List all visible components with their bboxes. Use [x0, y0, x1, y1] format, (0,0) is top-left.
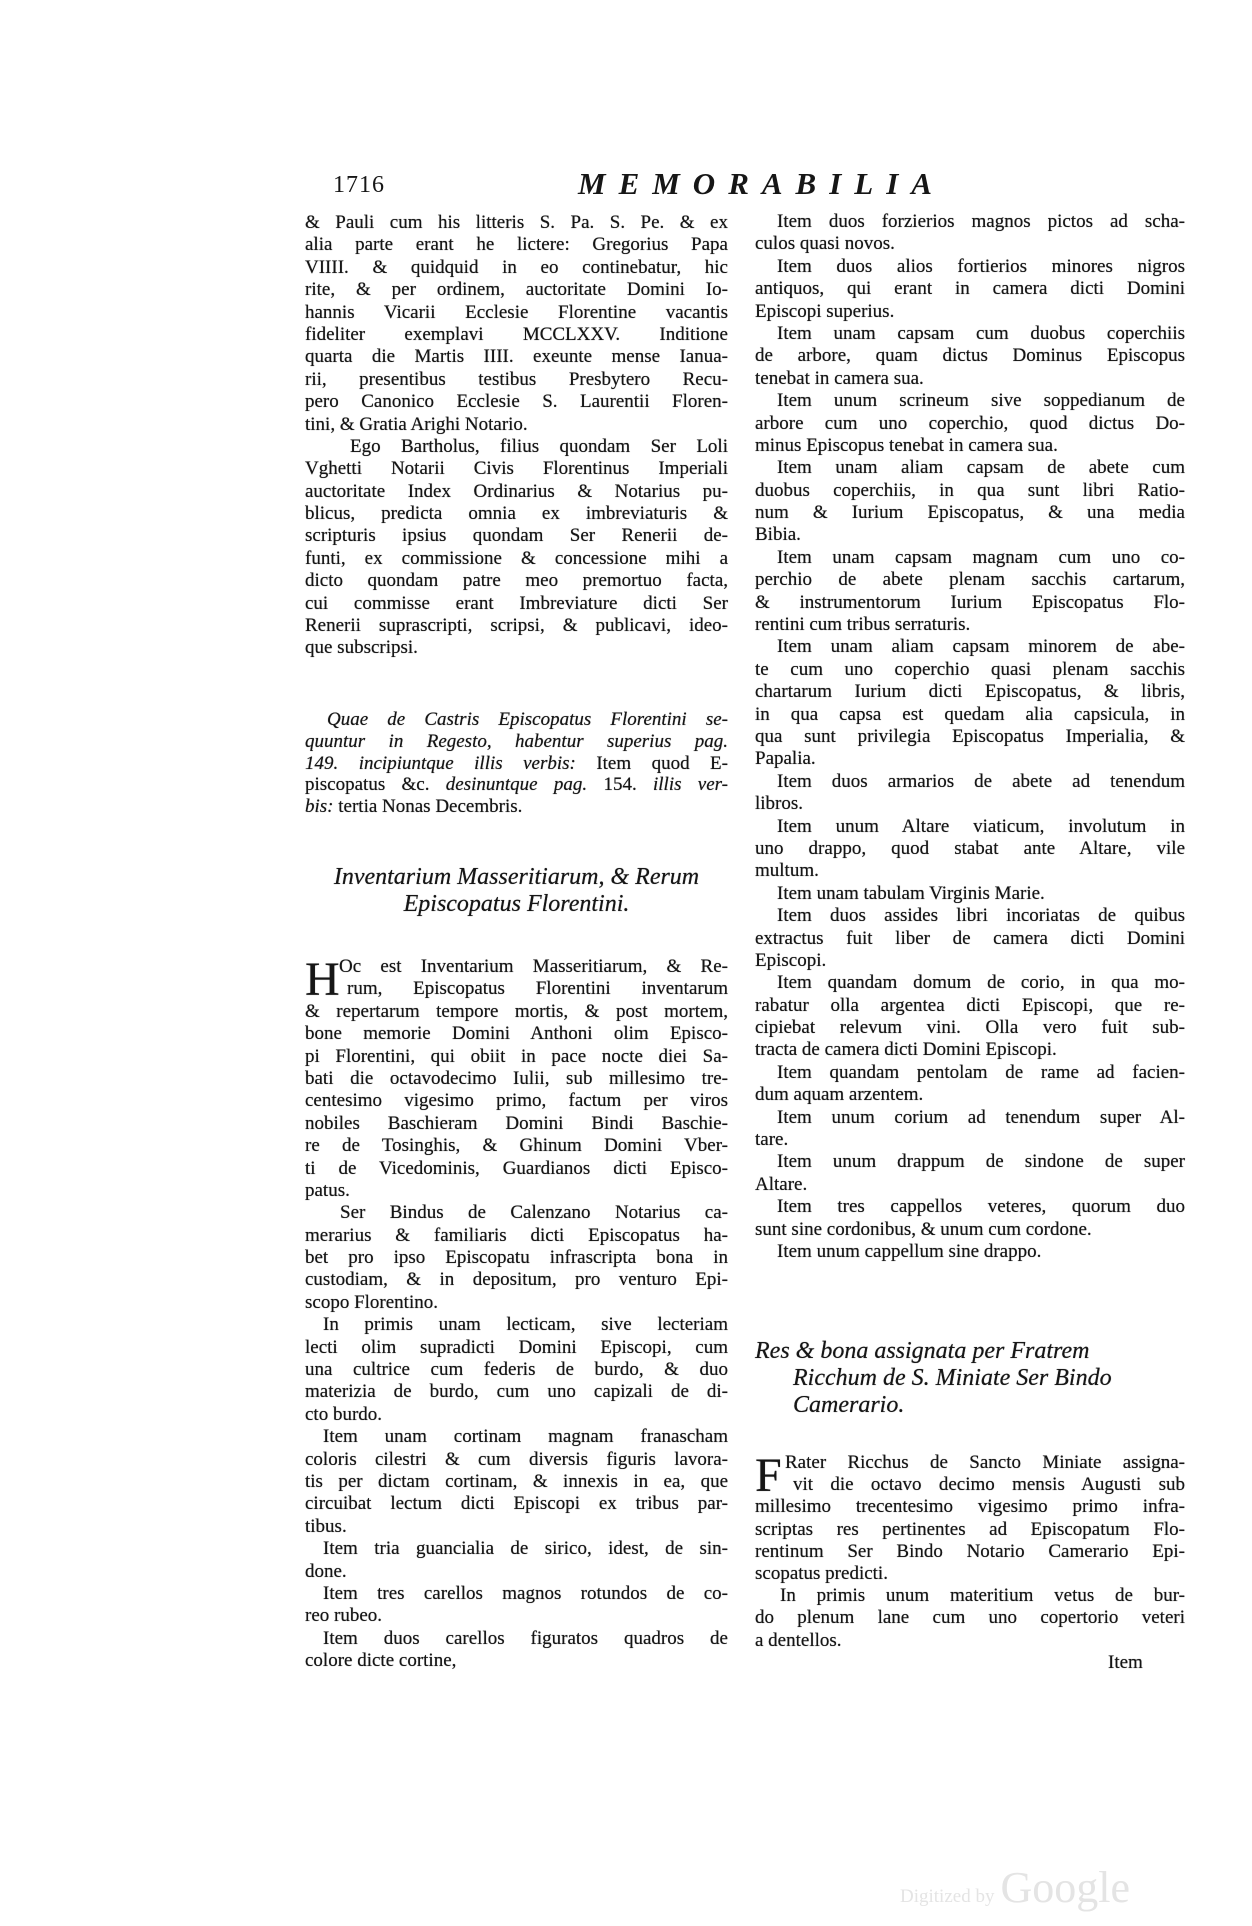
left-bottom-text [305, 953, 728, 1673]
watermark-prefix: Digitized by [900, 1886, 995, 1907]
text-line: Item quandam domum de corio, in qua mo- [777, 972, 1185, 994]
text-line: rentinum Ser Bindo Notario Camerario Epi- [755, 1540, 1185, 1562]
text-line: lecti olim supradicti Domini Episcopi, cum [305, 1336, 728, 1358]
text-line: bet pro ipso Episcopatu infrascripta bona in [305, 1247, 728, 1269]
text-line: vit die octavo decimo mensis Augusti sub [793, 1474, 1185, 1496]
text-line: cui commisse erant Imbreviature dicti Ser [305, 592, 728, 614]
text-line: Item unam capsam cum duobus coperchiis [777, 322, 1185, 344]
catchword: Item [1108, 1652, 1143, 1673]
paragraph [305, 436, 728, 660]
paragraph [755, 1585, 1185, 1652]
paragraph [755, 1062, 1185, 1107]
text-line: re de Tosinghis, & Ghinum Domini Vber- [305, 1135, 728, 1157]
text-line: tracta de camera dicti Domini Episcopi. [755, 1039, 1057, 1061]
text-line: do plenum lane cum uno copertorio veteri [755, 1607, 1185, 1629]
text-line: rum, Episcopatus Florentini inventarum [347, 978, 728, 1000]
right-section-heading [755, 1338, 1185, 1419]
text-line: Episcopi superius. [755, 300, 895, 322]
text-line: Item duos carellos figuratos quadros de [323, 1627, 728, 1649]
text-line: arbore cum uno coperchio, quod dictus Do- [755, 412, 1185, 434]
heading-line: Camerario. [793, 1392, 905, 1418]
paragraph [755, 883, 1185, 905]
text-line: Item tria guancialia de sirico, idest, de sin- [323, 1538, 728, 1560]
text-line: scriptas res pertinentes ad Episcopatum Flo- [755, 1518, 1185, 1540]
text-line: Ego Bartholus, filius quondam Ser Loli [350, 435, 728, 457]
italic-text: bis: [305, 796, 339, 818]
text-line: antiquos, qui erant in camera dicti Domini [755, 278, 1185, 300]
text-line: millesimo trecentesimo vigesimo primo infra- [755, 1496, 1185, 1518]
text-line [305, 796, 728, 818]
text-line: Item duos armarios de abete ad tenendum [777, 770, 1185, 792]
text-line: libros. [755, 793, 804, 815]
text-line: de arbore, quam dictus Dominus Episcopus [755, 345, 1185, 367]
text-line: Item unum scrineum sive soppedianum de [777, 390, 1185, 412]
text-line: Altare. [755, 1173, 808, 1195]
text-line: & Pauli cum his litteris S. Pa. S. Pe. & ex [305, 212, 728, 233]
paragraph [755, 547, 1185, 637]
text-line: Item duos assides libri incoriatas de quibus [777, 905, 1185, 927]
text-line: Bibia. [755, 524, 801, 546]
text-line: rabatur olla argentea dicti Episcopi, que re- [755, 994, 1185, 1016]
right-top-text [755, 211, 1185, 1263]
text-line: scopo Florentino. [305, 1291, 438, 1313]
text-line [305, 731, 728, 753]
text-line: chartarum Iurium dicti Episcopatus, & libris, [755, 681, 1185, 703]
paragraph [305, 1314, 728, 1426]
text-line: tini, & Gratia Arighi Notario. [305, 413, 528, 435]
text-line: pero Canonico Ecclesie S. Laurentii Floren- [305, 391, 728, 413]
text-line: rii, presentibus testibus Presbytero Recu- [305, 368, 728, 390]
text-line: In primis unum materitium vetus de bur- [780, 1585, 1185, 1607]
text-line: Item tres carellos magnos rotundos de co- [323, 1582, 728, 1604]
drop-cap: F [755, 1449, 782, 1502]
text-line: auctoritate Index Ordinarius & Notarius pu- [305, 480, 728, 502]
paragraph [755, 457, 1185, 547]
text-line: quarta die Martis IIII. exeunte mense Ianua- [305, 346, 728, 368]
text-line: uno drappo, quod stabat ante Altare, vile [755, 837, 1185, 859]
text-line: materizia de burdo, cum uno capizali de di- [305, 1381, 728, 1403]
heading-line: Inventarium Masseritiarum, & Rerum [333, 864, 700, 890]
text-line: minus Episcopus tenebat in camera sua. [755, 434, 1058, 456]
paragraph [305, 1538, 728, 1583]
text-line: cto burdo. [305, 1403, 383, 1425]
text-line: bone memorie Domini Anthoni olim Episco- [305, 1023, 728, 1045]
text-line: in qua capsa est quedam alia capsicula, in [755, 703, 1185, 725]
text-line: Item duos alios fortierios minores nigros [777, 255, 1185, 277]
text-line: Rater Ricchus de Sancto Miniate assigna- [785, 1452, 1185, 1473]
paragraph [755, 1449, 1185, 1585]
text-line: que subscripsi. [305, 637, 418, 659]
italic-text: quuntur in Regesto, habentur superius pag. [305, 730, 728, 752]
text-line: culos quasi novos. [755, 233, 895, 255]
text-line: Ser Bindus de Calenzano Notarius ca- [340, 1202, 728, 1224]
text-line: extractus fuit liber de camera dicti Domini [755, 927, 1185, 949]
text-line: scopatus predicti. [755, 1562, 888, 1584]
paragraph [755, 1241, 1185, 1263]
text-line: Item unam aliam capsam de abete cum [777, 457, 1185, 479]
text-line: Item unum cappellum sine drappo. [777, 1240, 1042, 1262]
right-bottom-text [755, 1449, 1185, 1652]
digitized-watermark [900, 1862, 1130, 1913]
google-logo-text: Google [1000, 1863, 1130, 1912]
text-line: Item unam aliam capsam minorem de abe- [777, 636, 1185, 658]
text-line: patus. [305, 1179, 350, 1201]
text-line: Vghetti Notarii Civis Florentinus Imperiali [305, 458, 728, 480]
left-note [305, 709, 728, 818]
paragraph [305, 1202, 728, 1314]
paragraph [755, 636, 1185, 770]
text-line: Item quandam pentolam de rame ad facien- [777, 1061, 1185, 1083]
text-line: pi Florentini, qui obiit in pace nocte diei Sa- [305, 1045, 728, 1067]
italic-text: illis ver- [652, 774, 728, 796]
heading-line: Episcopatus Florentini. [403, 891, 630, 917]
text-line: Papalia. [755, 748, 816, 770]
italic-text: 149. incipiuntque illis verbis: [305, 752, 597, 774]
text-line: centesimo vigesimo primo, factum per viros [305, 1090, 728, 1112]
roman-text: tertia Nonas Decembris. [338, 796, 523, 818]
text-line: blicus, predicta omnia ex imbreviaturis & [305, 503, 728, 525]
roman-text: Item quod E- [596, 752, 728, 774]
italic-text: Quae de Castris Episcopatus Florentini se- [327, 709, 728, 730]
text-line: una cultrice cum federis de burdo, & duo [305, 1359, 728, 1381]
paragraph [305, 1583, 728, 1628]
drop-cap: H [305, 953, 340, 1006]
paragraph [755, 816, 1185, 883]
text-line: reo rubeo. [305, 1605, 383, 1627]
text-line: fideliter exemplavi MCCLXXV. Inditione [305, 323, 728, 345]
text-line: hannis Vicarii Ecclesie Florentine vacantis [305, 301, 728, 323]
text-line: Oc est Inventarium Masseritiarum, & Re- [339, 956, 728, 977]
text-line: num & Iurium Episcopatus, & una media [755, 502, 1185, 524]
roman-text: piscopatus &c. [305, 774, 446, 796]
text-line: coloris cilestri & cum diversis figuris lavora- [305, 1448, 728, 1470]
text-line: colore dicte cortine, [305, 1650, 457, 1672]
paragraph [305, 709, 728, 818]
left-section-heading [305, 864, 728, 918]
text-line: ti de Vicedominis, Guardianos dicti Episco- [305, 1157, 728, 1179]
text-line: tare. [755, 1129, 789, 1151]
text-line: Item unam capsam magnam cum uno co- [777, 546, 1185, 568]
text-line: circuibat lectum dicti Episcopi ex tribus par- [305, 1493, 728, 1515]
roman-text: 154. [603, 774, 653, 796]
text-line: dum aquam arzentem. [755, 1084, 924, 1106]
paragraph [755, 211, 1185, 256]
paragraph [755, 323, 1185, 390]
text-line: Item duos forzierios magnos pictos ad scha- [777, 211, 1185, 232]
text-line: multum. [755, 860, 819, 882]
text-line: sunt sine cordonibus, & unum cum cordone. [755, 1218, 1092, 1240]
text-line: Item unam tabulam Virginis Marie. [777, 882, 1045, 904]
text-line: funti, ex commissione & concessione mihi a [305, 547, 728, 569]
text-line: dicto quondam patre meo premortuo facta, [305, 570, 728, 592]
text-line: duobus coperchiis, in qua sunt libri Ratio- [755, 479, 1185, 501]
paragraph [755, 1107, 1185, 1152]
text-line [305, 709, 728, 731]
running-head-title: MEMORABILIA [578, 166, 945, 201]
text-line: qua sunt privilegia Episcopatus Imperialia, & [755, 725, 1185, 747]
text-line: done. [305, 1560, 347, 1582]
paragraph [305, 1426, 728, 1538]
text-line [305, 774, 728, 796]
paragraph [755, 256, 1185, 323]
text-line: VIIII. & quidquid in eo continebatur, hic [305, 256, 728, 278]
text-line: rentini cum tribus serraturis. [755, 614, 971, 636]
text-line [305, 753, 728, 775]
left-top-text [305, 212, 728, 660]
text-line: tenebat in camera sua. [755, 367, 924, 389]
text-line: cipiebat relevum vini. Olla vero fuit sub- [755, 1017, 1185, 1039]
text-line: rite, & per ordinem, auctoritate Domini Io- [305, 279, 728, 301]
text-line: Item unum Altare viaticum, involutum in [777, 815, 1185, 837]
paragraph [755, 1151, 1185, 1196]
paragraph [755, 905, 1185, 972]
text-line: Renerii suprascripti, scripsi, & publicavi, ideo- [305, 615, 728, 637]
heading-line: Ricchum de S. Miniate Ser Bindo [793, 1365, 1112, 1391]
paragraph [755, 1196, 1185, 1241]
text-line: scripturis ipsius quondam Ser Renerii de- [305, 525, 728, 547]
text-line: Item tres cappellos veteres, quorum duo [777, 1196, 1185, 1218]
text-line: Episcopi. [755, 949, 827, 971]
text-line: Item unum corium ad tenendum super Al- [777, 1106, 1185, 1128]
paragraph [755, 771, 1185, 816]
text-line: Item unam cortinam magnam franascham [323, 1426, 728, 1448]
text-line: perchio de abete plenam sacchis cartarum, [755, 569, 1185, 591]
text-line: te cum uno coperchio quasi plenam sacchis [755, 658, 1185, 680]
text-line: bati die octavodecimo Iulii, sub millesimo tre- [305, 1067, 728, 1089]
text-line: custodiam, & in depositum, pro venturo Epi- [305, 1269, 728, 1291]
italic-text: desinuntque pag. [445, 774, 604, 796]
paragraph [755, 972, 1185, 1062]
text-line: a dentellos. [755, 1629, 842, 1651]
text-line: nobiles Baschieram Domini Bindi Baschie- [305, 1112, 728, 1134]
paragraph [755, 390, 1185, 457]
heading-line: Res & bona assignata per Fratrem [755, 1338, 1090, 1364]
text-line: & instrumentorum Iurium Episcopatus Flo- [755, 591, 1185, 613]
text-line: In primis unam lecticam, sive lecteriam [323, 1314, 728, 1336]
paragraph [305, 212, 728, 436]
text-line: tis per dictam cortinam, & innexis in ea, que [305, 1470, 728, 1492]
paragraph [305, 953, 728, 1202]
text-line: tibus. [305, 1515, 347, 1537]
text-line: & repertarum tempore mortis, & post mortem, [305, 1000, 728, 1022]
text-line: Item unum drappum de sindone de super [777, 1151, 1185, 1173]
paragraph [305, 1628, 728, 1673]
text-line: merarius & familiaris dicti Episcopatus ha- [305, 1224, 728, 1246]
page-number: 1716 [333, 172, 385, 198]
text-line: alia parte erant he lictere: Gregorius Papa [305, 234, 728, 256]
